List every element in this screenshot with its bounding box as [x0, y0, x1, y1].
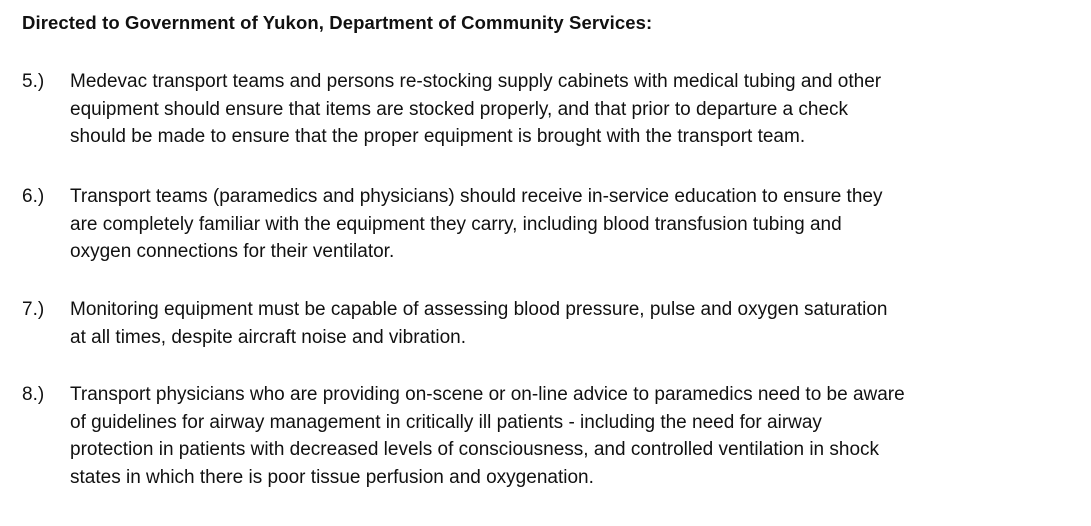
recommendation-item-8	[22, 381, 1062, 491]
item-text-line: Transport teams (paramedics and physicians) should receive in-service education to ensure they	[70, 186, 883, 207]
item-number: 8.)	[22, 384, 45, 405]
item-text	[70, 296, 1030, 351]
item-text	[70, 68, 1030, 151]
item-text-line: Monitoring equipment must be capable of assessing blood pressure, pulse and oxygen saturation	[70, 299, 888, 320]
item-number: 7.)	[22, 299, 45, 320]
item-text-line: Medevac transport teams and persons re-stocking supply cabinets with medical tubing and other	[70, 71, 882, 92]
item-text	[70, 183, 1030, 266]
item-text-line: Transport physicians who are providing on-scene or on-line advice to paramedics need to be aware	[70, 384, 905, 405]
item-text-line: equipment should ensure that items are stocked properly, and that prior to departure a check	[70, 98, 849, 120]
item-text	[70, 381, 1030, 491]
item-text-line: at all times, despite aircraft noise and vibration.	[70, 326, 467, 348]
item-text-line: states in which there is poor tissue perfusion and oxygenation.	[70, 466, 594, 488]
item-number: 5.)	[22, 71, 45, 92]
item-text-line: of guidelines for airway management in critically ill patients - including the need for airway	[70, 411, 822, 433]
recommendation-item-5	[22, 68, 1062, 151]
item-text-line: are completely familiar with the equipment they carry, including blood transfusion tubing and	[70, 213, 842, 235]
recommendation-item-6	[22, 183, 1062, 266]
section-heading: Directed to Government of Yukon, Department of Community Services:	[22, 12, 653, 33]
item-text-line: should be made to ensure that the proper equipment is brought with the transport team.	[70, 126, 806, 147]
item-text-line: protection in patients with decreased levels of consciousness, and controlled ventilation in shock	[70, 439, 880, 460]
item-text-line: oxygen connections for their ventilator.	[70, 241, 395, 262]
recommendation-item-7	[22, 296, 1062, 351]
item-number: 6.)	[22, 186, 45, 207]
